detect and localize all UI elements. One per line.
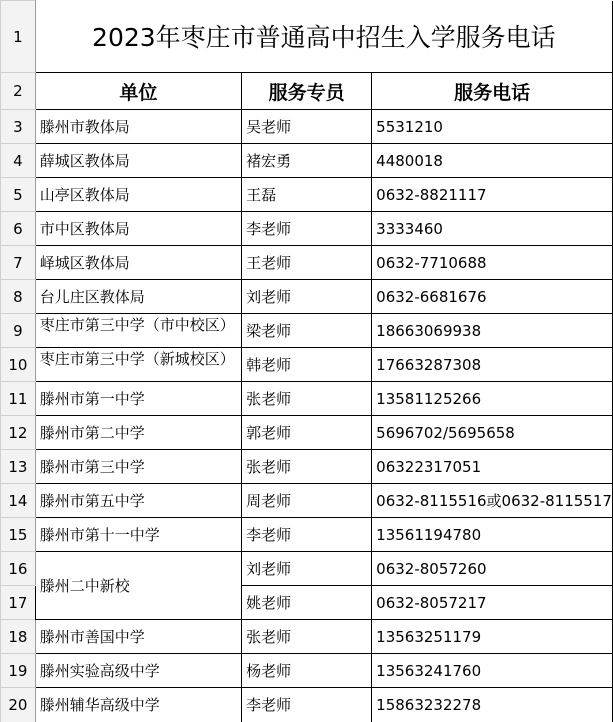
table-row	[1, 382, 613, 416]
table-row	[1, 654, 613, 688]
unit-cell[interactable]: 滕州市第一中学	[35, 382, 241, 416]
person-cell[interactable]: 杨老师	[242, 654, 372, 688]
unit-cell[interactable]: 滕州辅华高级中学	[35, 688, 241, 722]
header-row	[1, 73, 613, 110]
row-number[interactable]: 17	[1, 586, 36, 620]
person-cell[interactable]: 韩老师	[242, 348, 372, 382]
row-number[interactable]: 7	[1, 246, 36, 280]
header-unit[interactable]: 单位	[35, 73, 241, 110]
table-row	[1, 280, 613, 314]
unit-text: 枣庄市第三中学（市中校区）	[39, 315, 235, 334]
unit-cell[interactable]: 薛城区教体局	[35, 144, 241, 178]
row-number[interactable]: 16	[1, 552, 36, 586]
phone-cell[interactable]: 0632-6681676	[372, 280, 613, 314]
row-number[interactable]: 20	[1, 688, 36, 722]
row-number[interactable]: 13	[1, 450, 36, 484]
person-cell[interactable]: 郭老师	[242, 416, 372, 450]
unit-cell[interactable]	[35, 314, 241, 348]
phone-cell[interactable]: 4480018	[372, 144, 613, 178]
table-row	[1, 178, 613, 212]
table-row	[1, 212, 613, 246]
page-title[interactable]: 2023年枣庄市普通高中招生入学服务电话	[35, 1, 612, 73]
phone-cell[interactable]: 5696702/5695658	[372, 416, 613, 450]
person-cell[interactable]: 王老师	[242, 246, 372, 280]
person-cell[interactable]: 周老师	[242, 484, 372, 518]
person-cell[interactable]: 李老师	[242, 212, 372, 246]
unit-cell[interactable]: 滕州市第五中学	[35, 484, 241, 518]
phone-cell[interactable]: 15863232278	[372, 688, 613, 722]
row-number[interactable]: 8	[1, 280, 36, 314]
person-cell[interactable]: 姚老师	[242, 586, 372, 620]
person-cell[interactable]: 刘老师	[242, 280, 372, 314]
row-number[interactable]: 3	[1, 110, 36, 144]
header-person[interactable]: 服务专员	[242, 73, 372, 110]
row-number[interactable]: 2	[1, 73, 36, 110]
phone-cell[interactable]: 0632-8115516或0632-8115517	[372, 484, 613, 518]
row-number[interactable]: 10	[1, 348, 36, 382]
phone-cell[interactable]: 17663287308	[372, 348, 613, 382]
person-cell[interactable]: 梁老师	[242, 314, 372, 348]
person-cell[interactable]: 褚宏勇	[242, 144, 372, 178]
unit-cell[interactable]: 滕州二中新校	[35, 552, 241, 620]
phone-cell[interactable]: 13581125266	[372, 382, 613, 416]
row-number[interactable]: 4	[1, 144, 36, 178]
phone-cell[interactable]: 13563251179	[372, 620, 613, 654]
row-number[interactable]: 15	[1, 518, 36, 552]
table-row	[1, 246, 613, 280]
unit-cell[interactable]: 山亭区教体局	[35, 178, 241, 212]
person-cell[interactable]: 刘老师	[242, 552, 372, 586]
unit-cell[interactable]: 滕州市第十一中学	[35, 518, 241, 552]
phone-cell[interactable]: 0632-7710688	[372, 246, 613, 280]
person-cell[interactable]: 王磊	[242, 178, 372, 212]
table-row	[1, 688, 613, 722]
row-number[interactable]: 9	[1, 314, 36, 348]
person-cell[interactable]: 李老师	[242, 518, 372, 552]
person-cell[interactable]: 张老师	[242, 450, 372, 484]
person-cell[interactable]: 张老师	[242, 620, 372, 654]
person-cell[interactable]: 李老师	[242, 688, 372, 722]
unit-cell[interactable]: 滕州实验高级中学	[35, 654, 241, 688]
phone-cell[interactable]: 5531210	[372, 110, 613, 144]
row-number[interactable]: 1	[1, 1, 36, 73]
table-row	[1, 314, 613, 348]
table-row	[1, 144, 613, 178]
unit-cell[interactable]: 台儿庄区教体局	[35, 280, 241, 314]
row-number[interactable]: 11	[1, 382, 36, 416]
table-row	[1, 348, 613, 382]
person-cell[interactable]: 张老师	[242, 382, 372, 416]
phone-cell[interactable]: 18663069938	[372, 314, 613, 348]
unit-text: 枣庄市第三中学（新城校区）	[39, 349, 235, 368]
unit-cell[interactable]: 滕州市善国中学	[35, 620, 241, 654]
person-cell[interactable]: 吴老师	[242, 110, 372, 144]
unit-cell[interactable]: 滕州市第三中学	[35, 450, 241, 484]
phone-cell[interactable]: 0632-8057260	[372, 552, 613, 586]
table-row	[1, 416, 613, 450]
unit-cell[interactable]	[35, 348, 241, 382]
unit-cell[interactable]: 市中区教体局	[35, 212, 241, 246]
phone-cell[interactable]: 0632-8821117	[372, 178, 613, 212]
phone-cell[interactable]: 13561194780	[372, 518, 613, 552]
row-number[interactable]: 18	[1, 620, 36, 654]
row-number[interactable]: 12	[1, 416, 36, 450]
unit-cell[interactable]: 滕州市第二中学	[35, 416, 241, 450]
table-row	[1, 620, 613, 654]
table-row	[1, 450, 613, 484]
row-number[interactable]: 5	[1, 178, 36, 212]
phone-cell[interactable]: 3333460	[372, 212, 613, 246]
table-row	[1, 552, 613, 586]
unit-cell[interactable]: 滕州市教体局	[35, 110, 241, 144]
phone-cell[interactable]: 13563241760	[372, 654, 613, 688]
row-number[interactable]: 14	[1, 484, 36, 518]
phone-cell[interactable]: 0632-8057217	[372, 586, 613, 620]
phone-cell[interactable]: 06322317051	[372, 450, 613, 484]
row-number[interactable]: 6	[1, 212, 36, 246]
unit-cell[interactable]: 峄城区教体局	[35, 246, 241, 280]
table-row	[1, 110, 613, 144]
row-number[interactable]: 19	[1, 654, 36, 688]
header-phone[interactable]: 服务电话	[372, 73, 613, 110]
title-row	[1, 1, 613, 73]
table-row	[1, 484, 613, 518]
table-row	[1, 518, 613, 552]
